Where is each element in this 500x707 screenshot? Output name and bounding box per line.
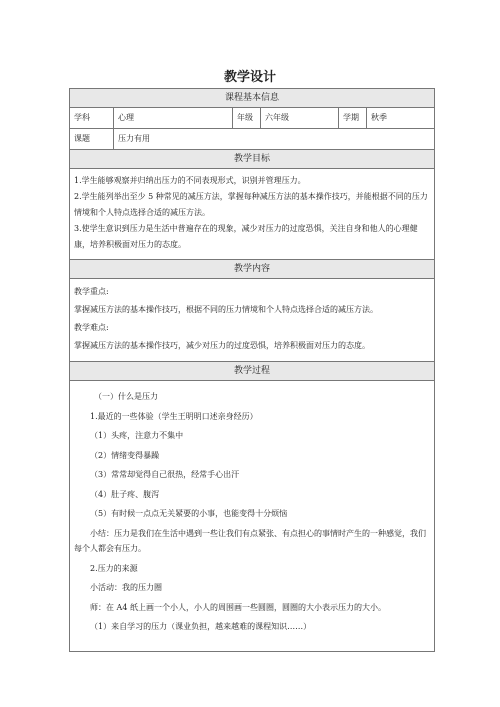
page-title: 教学设计 (223, 70, 276, 85)
subject-label: 学科 (70, 108, 114, 128)
goal-item: 2.学生能列举出至少 5 种常见的减压方法，掌握每种减压方法的基本操作技巧，并能根据不同的压力情境和个人特点选择合适的减压方法。 (74, 192, 428, 217)
topic-label: 课题 (70, 129, 114, 149)
topic-value: 压力有用 (118, 134, 150, 143)
goals-list (70, 169, 434, 260)
process-line: （1）头疼，注意力不集中 (90, 431, 184, 440)
process-line: 师：在 A4 纸上画一个小人，小人的周围画一些圆圈，圆圈的大小表示压力的大小。 (90, 602, 386, 612)
basic-info-row (70, 108, 434, 129)
key-point-text: 掌握减压方法的基本操作技巧，根据不同的压力情境和个人特点选择合适的减压方法。 (74, 305, 378, 314)
content-header: 教学内容 (70, 260, 434, 279)
process-line: （1）来自学习的压力（课业负担，越来越难的课程知识……） (90, 622, 312, 631)
term-label: 学期 (339, 108, 367, 128)
process-line: 2.压力的来源 (90, 563, 138, 573)
basic-info-header: 课程基本信息 (70, 89, 434, 108)
content-section (70, 279, 434, 362)
process-line: （4）肚子疼、腹泻 (90, 489, 160, 499)
goal-item: 1.学生能够观察并归纳出压力的不同表现形式，识别并管理压力。 (74, 176, 306, 185)
goals-header: 教学目标 (70, 150, 434, 169)
term-value: 秋季 (371, 113, 387, 122)
key-point-label: 教学重点: (74, 287, 109, 296)
process-line: 1.最近的一些体验（学生王明明口述亲身经历） (90, 411, 258, 421)
grade-value: 六年级 (261, 108, 339, 128)
process-line: （3）常常却觉得自己很热，经常手心出汗 (90, 470, 240, 479)
process-summary: 小结：压力是我们在生活中遇到一些让我们有点紧张、有点担心的事情时产生的一种感觉，我们每个人都会有压力。 (74, 528, 426, 553)
difficult-point-label: 教学难点: (74, 323, 109, 332)
process-line: （5）有时候一点点无关紧要的小事，也能变得十分烦恼 (90, 509, 288, 518)
process-line: （一）什么是压力 (94, 392, 158, 401)
goal-item: 3.使学生意识到压力是生活中普遍存在的现象，减少对压力的过度恐惧，关注自身和他人的心理健康，培养积极面对压力的态度。 (74, 224, 418, 249)
grade-label: 年级 (233, 108, 261, 128)
subject-value: 心理 (114, 108, 233, 128)
topic-row (70, 129, 434, 150)
lesson-plan-table (69, 88, 435, 652)
process-section (70, 381, 434, 651)
process-line: （2）情绪变得暴躁 (90, 450, 160, 460)
difficult-point-text: 掌握减压方法的基本操作技巧，减少对压力的过度恐惧，培养积极面对压力的态度。 (74, 341, 370, 350)
process-line: 小活动：我的压力圈 (90, 583, 162, 592)
process-header: 教学过程 (70, 362, 434, 381)
